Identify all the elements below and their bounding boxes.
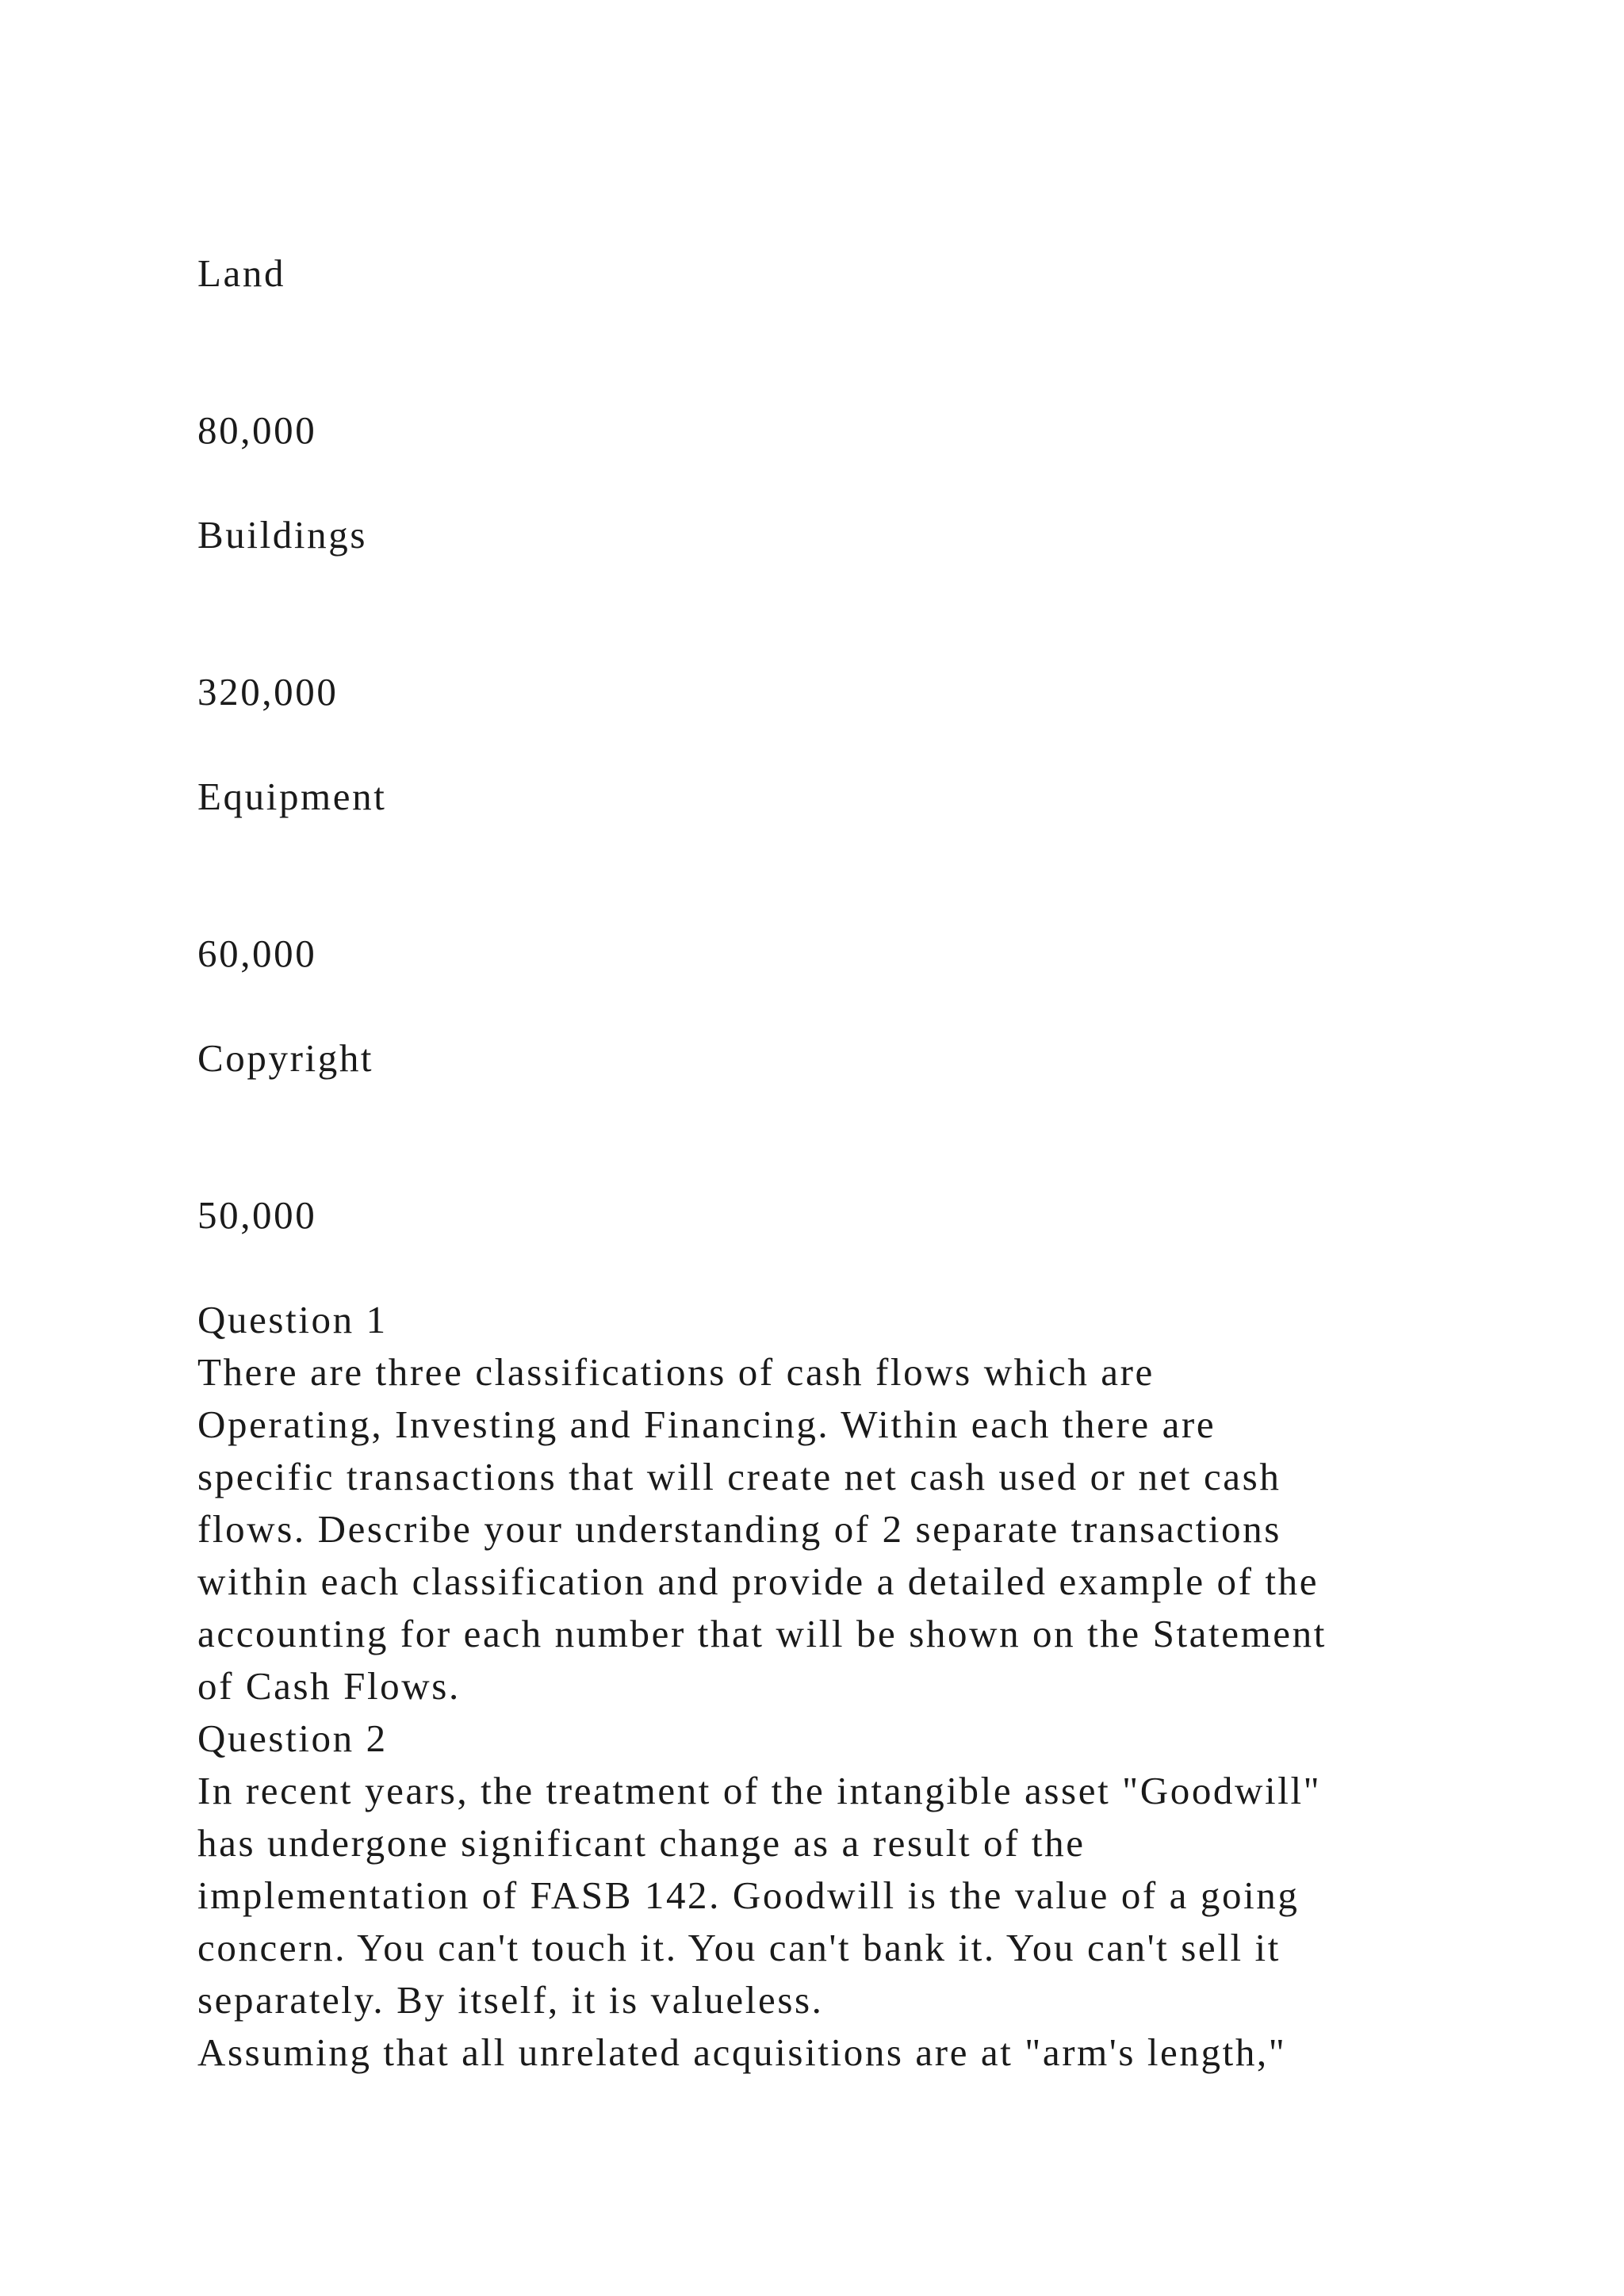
asset-amount: 60,000 <box>197 932 317 975</box>
question-2-text-line: has undergone significant change as a result of the <box>197 1821 1086 1865</box>
asset-label: Equipment <box>197 775 387 818</box>
question-1-text-line: of Cash Flows. <box>197 1664 461 1708</box>
asset-label: Copyright <box>197 1036 374 1080</box>
question-1-text-line: accounting for each number that will be shown on the Statement <box>197 1612 1327 1655</box>
question-1-text-line: There are three classifications of cash flows which are <box>197 1350 1155 1394</box>
question-2-text-line: separately. By itself, it is valueless. <box>197 1978 824 2022</box>
question-1-text-line: specific transactions that will create net cash used or net cash <box>197 1455 1281 1498</box>
question-2-text-line: In recent years, the treatment of the intangible asset "Goodwill" <box>197 1769 1322 1812</box>
question-1-text-line: within each classification and provide a detailed example of the <box>197 1559 1320 1603</box>
question-1-text-line: Operating, Investing and Financing. Within each there are <box>197 1402 1216 1446</box>
asset-amount: 80,000 <box>197 408 317 452</box>
question-2-text-line: Assuming that all unrelated acquisitions are at "arm's length," <box>197 2030 1287 2074</box>
question-2-text-line: implementation of FASB 142. Goodwill is the value of a going <box>197 1873 1300 1917</box>
question-2-text-line: concern. You can't touch it. You can't bank it. You can't sell it <box>197 1926 1281 1969</box>
asset-amount: 320,000 <box>197 670 339 714</box>
asset-label: Buildings <box>197 513 367 557</box>
asset-label: Land <box>197 251 286 295</box>
asset-amount: 50,000 <box>197 1193 317 1237</box>
question-1-text-line: flows. Describe your understanding of 2 separate transactions <box>197 1507 1281 1551</box>
question-1-heading: Question 1 <box>197 1298 388 1341</box>
question-2-heading: Question 2 <box>197 1716 388 1760</box>
